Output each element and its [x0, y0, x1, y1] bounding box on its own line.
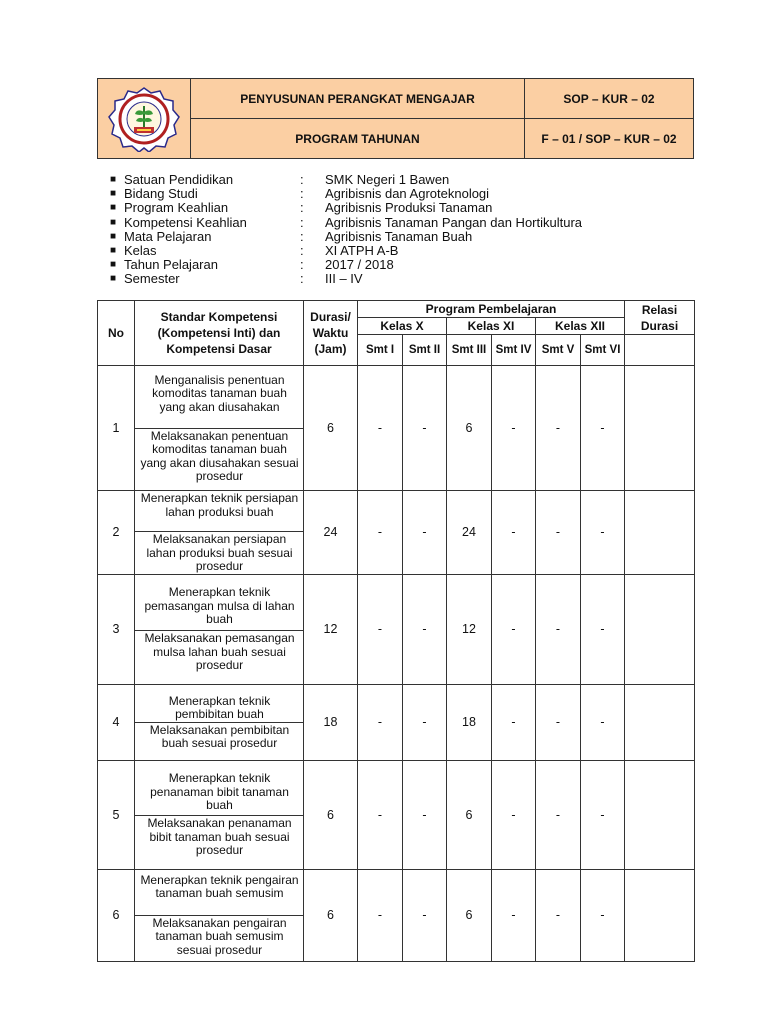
smt-cell: - [581, 491, 625, 575]
row-no: 3 [98, 574, 135, 684]
info-row [110, 244, 670, 258]
school-seal-icon [107, 86, 181, 152]
smt-cell: - [403, 869, 447, 961]
smt-cell: - [581, 684, 625, 760]
header-smt-4: Smt IV [492, 335, 536, 366]
info-label: Bidang Studi [124, 186, 198, 202]
smt-cell: - [358, 574, 403, 684]
smt-cell: - [358, 366, 403, 491]
header-subtitle: PROGRAM TAHUNAN [191, 119, 525, 159]
smt-cell: - [492, 869, 536, 961]
info-colon: : [300, 228, 304, 244]
kompetensi-dasar: Melaksanakan persiapan lahan produksi buah sesuai prosedur [146, 532, 293, 573]
program-table [97, 300, 695, 962]
row-no: 5 [98, 760, 135, 869]
info-label: Kelas [124, 242, 157, 258]
info-label: Program Keahlian [124, 200, 229, 216]
info-list [110, 173, 670, 287]
smt-cell: - [403, 366, 447, 491]
info-label: Tahun Pelajaran [124, 257, 218, 273]
smt-cell: - [358, 869, 403, 961]
bullet-icon: ■ [110, 273, 117, 285]
info-row [110, 216, 670, 230]
bullet-icon: ■ [110, 216, 117, 228]
info-colon: : [300, 214, 304, 230]
relasi-cell [625, 760, 695, 869]
row-no: 1 [98, 366, 135, 491]
kompetensi-cell [135, 760, 304, 869]
durasi-cell: 12 [304, 574, 358, 684]
kompetensi-cell [135, 574, 304, 684]
kompetensi-inti: Menerapkan teknik pembibitan buah [135, 694, 303, 723]
durasi-cell: 18 [304, 684, 358, 760]
kompetensi-cell [135, 491, 304, 575]
smt-cell: - [358, 760, 403, 869]
header-no: No [98, 301, 135, 366]
kompetensi-inti: Menerapkan teknik penanaman bibit tanaman buah [135, 771, 303, 816]
relasi-cell [625, 574, 695, 684]
smt-cell: - [536, 869, 581, 961]
row-no: 6 [98, 869, 135, 961]
smt-cell: 6 [447, 760, 492, 869]
header-kelas-x: Kelas X [358, 318, 447, 335]
row-no: 4 [98, 684, 135, 760]
smt-cell: - [536, 366, 581, 491]
kompetensi-inti: Menganalisis penentuan komoditas tanaman buah yang akan diusahakan [135, 373, 303, 429]
info-label: Satuan Pendidikan [124, 172, 234, 187]
info-value: 2017 / 2018 [325, 257, 394, 273]
header-kelas-xii: Kelas XII [536, 318, 625, 335]
table-row [98, 869, 695, 961]
smt-cell: - [403, 684, 447, 760]
info-row [110, 201, 670, 215]
row-no: 2 [98, 491, 135, 575]
smt-cell: 6 [447, 869, 492, 961]
info-value: SMK Negeri 1 Bawen [325, 172, 450, 187]
durasi-cell: 6 [304, 869, 358, 961]
header-kompetensi: Standar Kompetensi (Kompetensi Inti) dan Kompetensi Dasar [135, 301, 304, 366]
info-row [110, 258, 670, 272]
smt-cell: - [536, 760, 581, 869]
info-row [110, 272, 670, 286]
info-label: Semester [124, 271, 180, 287]
smt-cell: - [403, 760, 447, 869]
header-form-code: F – 01 / SOP – KUR – 02 [525, 119, 694, 159]
smt-cell: - [536, 684, 581, 760]
relasi-cell [625, 869, 695, 961]
info-value: Agribisnis Tanaman Buah [325, 228, 473, 244]
kompetensi-dasar: Melaksanakan penanaman bibit tanaman buah sesuai prosedur [147, 816, 292, 858]
table-row [98, 491, 695, 575]
smt-cell: - [492, 684, 536, 760]
header-smt-3: Smt III [447, 335, 492, 366]
smt-cell: - [581, 869, 625, 961]
smt-cell: 24 [447, 491, 492, 575]
relasi-cell [625, 684, 695, 760]
bullet-icon: ■ [110, 230, 117, 242]
document-header [97, 78, 694, 159]
smt-cell: - [358, 491, 403, 575]
durasi-cell: 6 [304, 366, 358, 491]
header-durasi: Durasi/ Waktu (Jam) [304, 301, 358, 366]
kompetensi-inti: Menerapkan teknik persiapan lahan produksi buah [135, 491, 303, 532]
kompetensi-dasar: Melaksanakan pemasangan mulsa lahan buah sesuai prosedur [144, 631, 295, 673]
bullet-icon: ■ [110, 244, 117, 256]
info-value: III – IV [325, 271, 363, 287]
info-colon: : [300, 271, 304, 287]
info-row [110, 230, 670, 244]
smt-cell: - [403, 574, 447, 684]
info-row [110, 173, 670, 187]
info-value: XI ATPH A-B [325, 242, 399, 258]
relasi-cell [625, 491, 695, 575]
header-program: Program Pembelajaran [358, 301, 625, 318]
info-colon: : [300, 200, 304, 216]
info-colon: : [300, 172, 304, 187]
smt-cell: - [492, 491, 536, 575]
header-relasi-blank [625, 335, 695, 366]
logo-cell [98, 79, 191, 159]
smt-cell: 18 [447, 684, 492, 760]
smt-cell: - [536, 574, 581, 684]
kompetensi-dasar: Melaksanakan penentuan komoditas tanaman buah yang akan diusahakan sesuai prosedur [140, 428, 299, 483]
header-code: SOP – KUR – 02 [525, 79, 694, 119]
kompetensi-cell [135, 366, 304, 491]
header-relasi: Relasi Durasi [625, 301, 695, 335]
bullet-icon: ■ [110, 202, 117, 214]
header-smt-5: Smt V [536, 335, 581, 366]
table-row [98, 366, 695, 491]
info-value: Agribisnis dan Agroteknologi [325, 186, 490, 202]
info-colon: : [300, 242, 304, 258]
kompetensi-dasar: Melaksanakan pengairan tanaman buah semusim sesuai prosedur [152, 915, 287, 957]
smt-cell: - [581, 366, 625, 491]
kompetensi-inti: Menerapkan teknik pengairan tanaman buah semusim [135, 873, 303, 916]
kompetensi-cell [135, 869, 304, 961]
table-row [98, 574, 695, 684]
smt-cell: 12 [447, 574, 492, 684]
header-title: PENYUSUNAN PERANGKAT MENGAJAR [191, 79, 525, 119]
info-label: Kompetensi Keahlian [124, 214, 247, 230]
table-row [98, 760, 695, 869]
header-kelas-xi: Kelas XI [447, 318, 536, 335]
bullet-icon: ■ [110, 188, 117, 200]
kompetensi-dasar: Melaksanakan pembibitan buah sesuai prosedur [149, 722, 290, 750]
bullet-icon: ■ [110, 259, 117, 271]
smt-cell: - [581, 760, 625, 869]
header-smt-1: Smt I [358, 335, 403, 366]
info-row [110, 187, 670, 201]
smt-cell: - [492, 366, 536, 491]
smt-cell: - [492, 760, 536, 869]
table-row [98, 684, 695, 760]
kompetensi-cell [135, 684, 304, 760]
smt-cell: - [581, 574, 625, 684]
info-value: Agribisnis Tanaman Pangan dan Hortikultura [325, 214, 583, 230]
header-smt-6: Smt VI [581, 335, 625, 366]
smt-cell: - [403, 491, 447, 575]
durasi-cell: 6 [304, 760, 358, 869]
info-colon: : [300, 186, 304, 202]
smt-cell: - [358, 684, 403, 760]
info-value: Agribisnis Produksi Tanaman [325, 200, 493, 216]
info-label: Mata Pelajaran [124, 228, 212, 244]
durasi-cell: 24 [304, 491, 358, 575]
relasi-cell [625, 366, 695, 491]
bullet-icon: ■ [110, 174, 117, 185]
info-colon: : [300, 257, 304, 273]
smt-cell: - [536, 491, 581, 575]
kompetensi-inti: Menerapkan teknik pemasangan mulsa di lahan buah [135, 585, 303, 631]
header-smt-2: Smt II [403, 335, 447, 366]
smt-cell: - [492, 574, 536, 684]
smt-cell: 6 [447, 366, 492, 491]
